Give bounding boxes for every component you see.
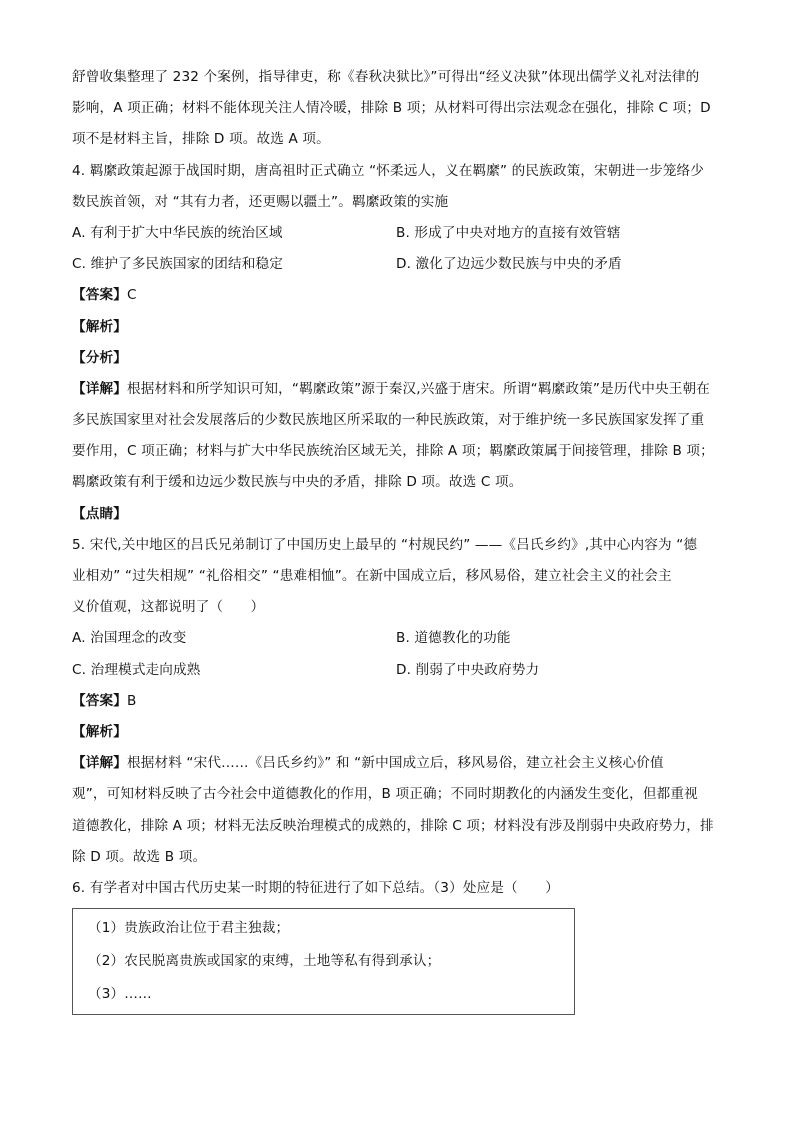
answer-line — [72, 280, 722, 311]
question-stem-line: 6. 有学者对中国古代历史某一时期的特征进行了如下总结。（3）处应是（ ） — [72, 879, 560, 896]
options-row — [72, 218, 722, 249]
detail-line: 道德教化，排除 A 项；材料无法反映治理模式的成熟的，排除 C 项；材料没有涉及削弱中央政府势力，排 — [72, 817, 714, 834]
question-stem-line: 5. 宋代,关中地区的吕氏兄弟制订了中国历史上最早的 “村规民约” ——《吕氏乡约》,其中心内容为 “德 — [72, 536, 698, 553]
detail-line: 多民族国家里对社会发展落后的少数民族地区所采取的一种民族政策，对于维护统一多民族国家发挥了重 — [72, 412, 705, 429]
question-5 — [72, 530, 722, 873]
detail-text: 根据材料和所学知识可知，“羁縻政策”源于秦汉,兴盛于唐宋。所谓“羁縻政策”是历代中央王朝在 — [126, 380, 710, 397]
question-stem-line: 业相劝” “过失相规” “礼俗相交” “患难相恤”。在新中国成立后，移风易俗，建立社会主义的社会主 — [72, 568, 672, 584]
text-line: 项不是材料主旨，排除 D 项。故选 A 项。 — [72, 131, 330, 148]
detail-line: 要作用，C 项正确；材料与扩大中华民族统治区域无关，排除 A 项；羁縻政策属于间接管理，排除 B 项； — [72, 443, 714, 460]
q3-explanation-tail — [72, 62, 722, 156]
options-row — [72, 623, 722, 654]
material-box — [72, 908, 575, 1015]
fenxi-heading: 【分析】 — [72, 349, 127, 366]
document-page — [72, 62, 722, 1015]
question-stem-line: 4. 羁縻政策起源于战国时期，唐高祖时正式确立 “怀柔远人，义在羁縻” 的民族政策，宋朝进一步笼络少 — [72, 162, 705, 179]
options-row — [72, 655, 722, 686]
answer-value: B — [126, 692, 137, 709]
detail-line — [72, 748, 722, 779]
dianjing-heading: 【点睛】 — [72, 505, 127, 522]
option-a: A. 有利于扩大中华民族的统治区域 — [72, 224, 283, 241]
option-c: C. 治理模式走向成熟 — [72, 661, 201, 678]
options-row — [72, 249, 722, 280]
detail-line: 羁縻政策有利于缓和边远少数民族与中央的矛盾，排除 D 项。故选 C 项。 — [72, 474, 523, 491]
detail-line: 观”，可知材料反映了古今社会中道德教化的作用，B 项正确；不同时期教化的内涵发生变化，但都重视 — [72, 786, 698, 803]
material-line: （3）…… — [88, 986, 152, 1003]
option-b: B. 道德教化的功能 — [396, 630, 511, 647]
option-d: D. 削弱了中央政府势力 — [396, 661, 540, 678]
option-b: B. 形成了中央对地方的直接有效管辖 — [396, 224, 621, 241]
answer-value: C — [126, 287, 137, 304]
question-6 — [72, 873, 722, 1015]
detail-label: 【详解】 — [72, 380, 127, 397]
material-line: （1）贵族政治让位于君主独裁； — [88, 920, 290, 937]
question-stem-line: 义价值观，这都说明了（ ） — [72, 599, 265, 616]
answer-label: 【答案】 — [72, 692, 127, 709]
option-c: C. 维护了多民族国家的团结和稳定 — [72, 256, 283, 273]
analysis-heading: 【解析】 — [72, 723, 127, 740]
question-4 — [72, 156, 722, 530]
answer-label: 【答案】 — [72, 287, 127, 304]
answer-line — [72, 686, 722, 717]
detail-text: 根据材料 “宋代……《吕氏乡约》” 和 “新中国成立后，移风易俗，建立社会主义核心价值 — [126, 755, 664, 772]
analysis-heading: 【解析】 — [72, 318, 127, 335]
text-line: 影响，A 项正确；材料不能体现关注人情冷暖，排除 B 项；从材料可得出宗法观念在强化，排除 C 项；D — [72, 100, 711, 117]
text-line: 舒曾收集整理了 232 个案例，指导律吏，称《春秋决狱比》”可得出“经义决狱”体现出儒学义礼对法律的 — [72, 69, 700, 85]
option-a: A. 治国理念的改变 — [72, 630, 187, 647]
detail-label: 【详解】 — [72, 755, 127, 772]
option-d: D. 激化了边远少数民族与中央的矛盾 — [396, 256, 622, 273]
material-line: （2）农民脱离贵族或国家的束缚，土地等私有得到承认； — [88, 953, 441, 970]
detail-line: 除 D 项。故选 B 项。 — [72, 848, 207, 865]
question-stem-line: 数民族首领，对 “其有力者，还更赐以疆土”。羁縻政策的实施 — [72, 193, 449, 210]
detail-line — [72, 374, 722, 405]
